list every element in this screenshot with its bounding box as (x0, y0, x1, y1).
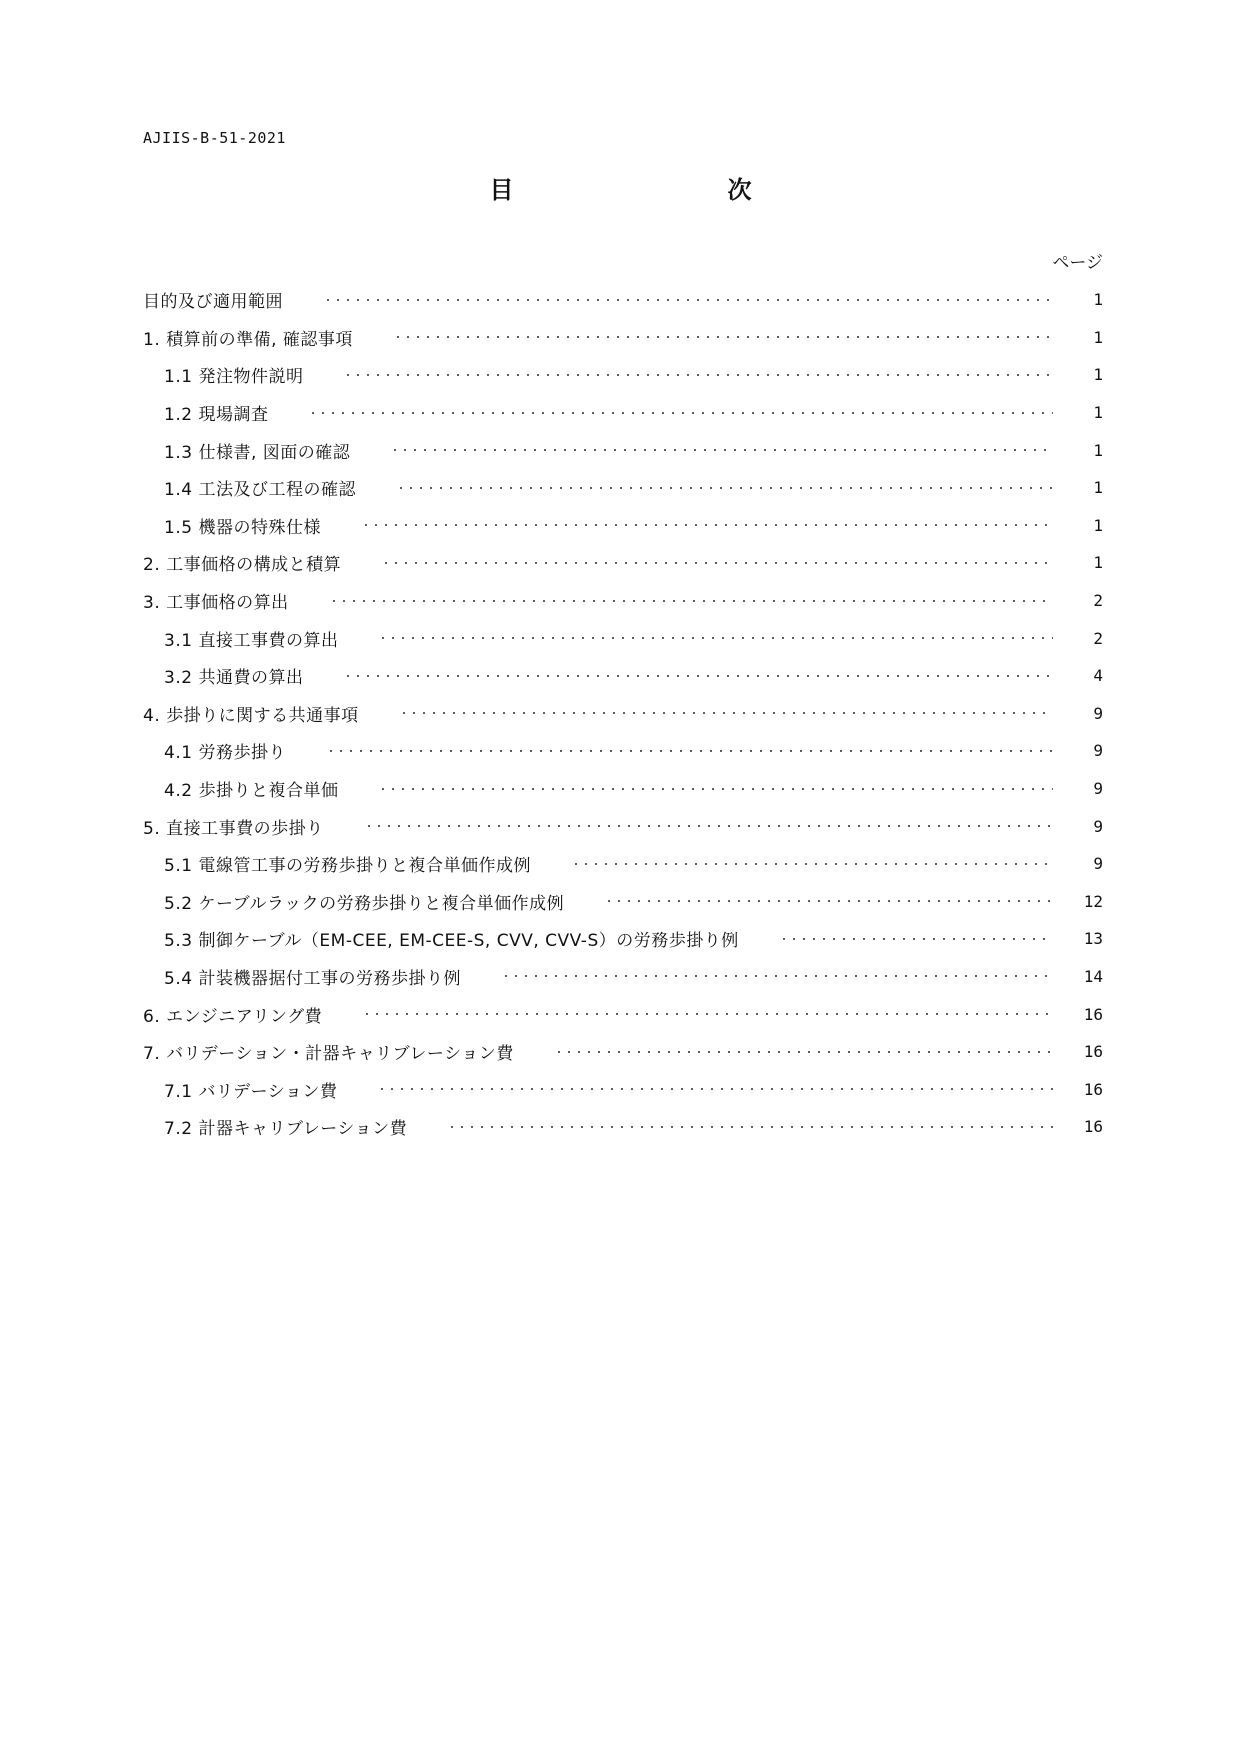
toc-entry-page: 13 (1083, 929, 1103, 949)
toc-entry-label: 6. エンジニアリング費 (143, 1006, 323, 1027)
toc-entry-label: 1. 積算前の準備, 確認事項 (143, 329, 353, 350)
toc-entry-label: 4. 歩掛りに関する共通事項 (143, 705, 359, 726)
toc-entry-label: 1.2 現場調査 (164, 405, 269, 426)
dot-leader (329, 600, 1053, 602)
toc-entry-label: 目的及び適用範囲 (143, 292, 283, 313)
toc-entry-label: 1.1 発注物件説明 (164, 367, 304, 388)
toc-entry-page: 9 (1093, 854, 1103, 874)
toc-entry[interactable] (143, 356, 1103, 394)
dot-leader (396, 487, 1053, 489)
toc-entry-page: 2 (1093, 591, 1103, 611)
toc-entry-label: 5.3 制御ケーブル（EM-CEE, EM-CEE-S, CVV, CVV-S）の労務歩掛り例 (164, 931, 739, 952)
dot-leader (326, 750, 1053, 752)
toc-entry-label: 5. 直接工事費の歩掛り (143, 818, 324, 839)
dot-leader (501, 975, 1053, 977)
dot-leader (447, 1126, 1053, 1128)
toc-entry-page: 2 (1093, 628, 1103, 648)
dot-leader (343, 675, 1053, 677)
toc-entry-label: 1.3 仕様書, 図面の確認 (164, 442, 351, 463)
toc-entry-page: 14 (1083, 966, 1103, 986)
toc-entry[interactable] (143, 995, 1103, 1033)
toc-entry[interactable] (143, 845, 1103, 883)
toc-entry[interactable] (143, 732, 1103, 770)
dot-leader (378, 637, 1053, 639)
toc-entry-label: 3. 工事価格の算出 (143, 593, 289, 614)
toc-entry[interactable] (143, 394, 1103, 432)
toc-entry-page: 9 (1093, 816, 1103, 836)
toc-entry[interactable] (143, 883, 1103, 921)
dot-leader (399, 712, 1053, 714)
toc-entry-page: 16 (1083, 1004, 1103, 1024)
page-column-label: ページ (1052, 253, 1103, 273)
toc-entry[interactable] (143, 1070, 1103, 1108)
dot-leader (554, 1051, 1053, 1053)
dot-leader (381, 562, 1053, 564)
dot-leader (323, 299, 1053, 301)
dot-leader (390, 449, 1053, 451)
toc-entry-label: 2. 工事価格の構成と積算 (143, 555, 342, 576)
toc-entry-page: 4 (1093, 666, 1103, 686)
toc-entry-page: 16 (1083, 1042, 1103, 1062)
toc-entry-label: 4.2 歩掛りと複合単価 (164, 781, 339, 802)
toc-entry[interactable] (143, 619, 1103, 657)
toc-entry-page: 1 (1093, 290, 1103, 310)
dot-leader (377, 1088, 1053, 1090)
toc-entry[interactable] (143, 582, 1103, 620)
toc-entry-label: 7.1 バリデーション費 (164, 1081, 338, 1102)
toc-entry-page: 9 (1093, 703, 1103, 723)
toc-entry-label: 3.2 共通費の算出 (164, 668, 304, 689)
toc-entry-label: 5.4 計装機器据付工事の労務歩掛り例 (164, 968, 461, 989)
toc-entry[interactable] (143, 281, 1103, 319)
dot-leader (779, 938, 1053, 940)
toc-entry-page: 1 (1093, 403, 1103, 423)
toc-entry-page: 12 (1083, 891, 1103, 911)
toc-entry-page: 16 (1083, 1079, 1103, 1099)
toc-entry-page: 1 (1093, 515, 1103, 535)
dot-leader (361, 524, 1053, 526)
toc-entry-page: 1 (1093, 553, 1103, 573)
toc-entry-label: 3.1 直接工事費の算出 (164, 630, 339, 651)
toc-entry[interactable] (143, 544, 1103, 582)
dot-leader (571, 863, 1053, 865)
toc-entry-label: 7.2 計器キャリブレーション費 (164, 1119, 408, 1140)
toc-entry[interactable] (143, 319, 1103, 357)
toc-entry[interactable] (143, 807, 1103, 845)
toc-entry[interactable] (143, 507, 1103, 545)
toc-entry-label: 5.1 電線管工事の労務歩掛りと複合単価作成例 (164, 856, 531, 877)
dot-leader (364, 825, 1053, 827)
table-of-contents (143, 281, 1103, 1146)
dot-leader (393, 336, 1053, 338)
toc-entry[interactable] (143, 657, 1103, 695)
page-title: 目 次 (489, 176, 847, 204)
toc-entry[interactable] (143, 695, 1103, 733)
toc-entry-page: 1 (1093, 478, 1103, 498)
toc-entry[interactable] (143, 1108, 1103, 1146)
toc-entry-page: 1 (1093, 440, 1103, 460)
toc-entry-page: 1 (1093, 327, 1103, 347)
toc-entry[interactable] (143, 920, 1103, 958)
toc-entry[interactable] (143, 958, 1103, 996)
toc-entry-label: 1.5 機器の特殊仕様 (164, 517, 321, 538)
toc-entry-page: 16 (1083, 1117, 1103, 1137)
document-id: AJIIS-B-51-2021 (143, 129, 286, 147)
toc-entry-label: 4.1 労務歩掛り (164, 743, 286, 764)
dot-leader (343, 374, 1053, 376)
dot-leader (308, 412, 1053, 414)
dot-leader (604, 900, 1053, 902)
toc-entry-page: 1 (1093, 365, 1103, 385)
toc-entry[interactable] (143, 1033, 1103, 1071)
toc-entry-label: 1.4 工法及び工程の確認 (164, 480, 356, 501)
dot-leader (378, 788, 1053, 790)
toc-entry-label: 7. バリデーション・計器キャリブレーション費 (143, 1044, 514, 1065)
toc-entry[interactable] (143, 469, 1103, 507)
toc-entry[interactable] (143, 431, 1103, 469)
dot-leader (362, 1013, 1053, 1015)
toc-entry-page: 9 (1093, 741, 1103, 761)
toc-entry-label: 5.2 ケーブルラックの労務歩掛りと複合単価作成例 (164, 893, 565, 914)
toc-entry[interactable] (143, 770, 1103, 808)
toc-entry-page: 9 (1093, 779, 1103, 799)
